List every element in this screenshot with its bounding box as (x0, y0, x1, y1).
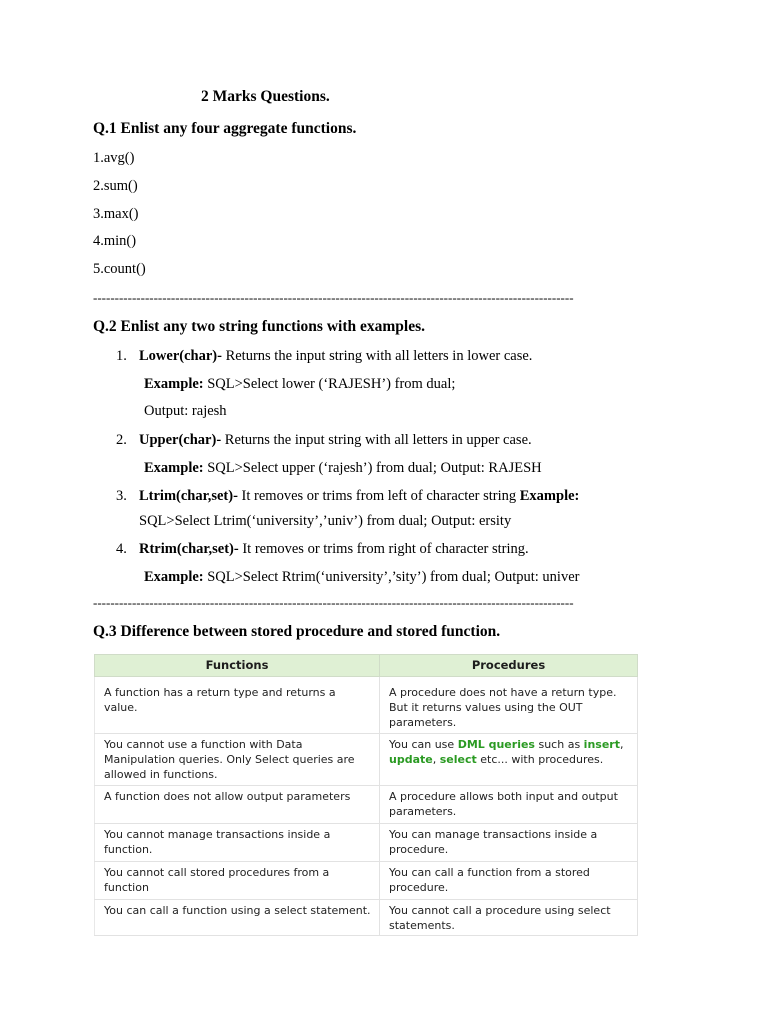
list-number: 1. (116, 348, 127, 364)
example-text: SQL>Select Rtrim(‘university’,’sity’) from dual; Output: univer (203, 569, 580, 585)
q3-title: Q.3 Difference between stored procedure and stored function. (93, 623, 501, 640)
string-function-item (139, 432, 532, 449)
column-header-procedures: Procedures (380, 655, 638, 677)
example-text: SQL>Select upper (‘rajesh’) from dual; Output: RAJESH (203, 460, 542, 476)
example-label: Example: (144, 460, 204, 476)
example-label: Example: (519, 488, 580, 504)
q1-item: 5.count() (93, 261, 146, 277)
table-row (95, 734, 638, 786)
q1-item: 3.max() (93, 206, 139, 222)
table-cell: A procedure does not have a return type. But it returns values using the OUT parameters. (380, 677, 638, 734)
cell-text: , (432, 753, 440, 766)
table-cell: You can call a function from a stored procedure. (380, 862, 638, 900)
table-cell: You can call a function using a select statement. (95, 900, 380, 936)
table-row (95, 677, 638, 734)
table-cell (380, 734, 638, 786)
table-row (95, 786, 638, 824)
table-row (95, 824, 638, 862)
example-line (144, 460, 542, 477)
table-cell: You cannot manage transactions inside a function. (95, 824, 380, 862)
page-heading: 2 Marks Questions. (201, 88, 330, 105)
comparison-table (94, 654, 638, 936)
cell-text: You can use (389, 738, 458, 751)
string-function-item (139, 488, 579, 505)
q1-item: 4.min() (93, 233, 137, 249)
list-number: 2. (116, 432, 127, 448)
table-cell: You cannot call stored procedures from a function (95, 862, 380, 900)
q1-item: 1.avg() (93, 150, 135, 166)
function-name: Upper(char)- (139, 432, 222, 448)
function-name: Rtrim(char,set)- (139, 541, 239, 557)
function-desc: Returns the input string with all letters in lower case. (221, 348, 533, 364)
example-text: SQL>Select Ltrim(‘university’,’univ’) from dual; Output: ersity (139, 513, 512, 529)
function-desc: Returns the input string with all letters in upper case. (221, 432, 532, 448)
table-cell: A function does not allow output parameters (95, 786, 380, 824)
example-line (144, 569, 579, 586)
cell-text: etc... with procedures. (476, 753, 604, 766)
output-line: Output: rajesh (144, 403, 227, 419)
example-label: Example: (144, 569, 204, 585)
keyword: insert (583, 738, 620, 751)
separator-line: --------------------------------------------------------------------------------------------------------------- (93, 290, 574, 305)
function-name: Lower(char)- (139, 348, 222, 364)
string-function-item (139, 348, 532, 365)
q1-item: 2.sum() (93, 178, 138, 194)
cell-text: such as (534, 738, 584, 751)
table-cell: A function has a return type and returns a value. (95, 677, 380, 734)
table-cell: A procedure allows both input and output parameters. (380, 786, 638, 824)
q2-title: Q.2 Enlist any two string functions with examples. (93, 318, 425, 335)
table-cell: You can manage transactions inside a procedure. (380, 824, 638, 862)
table-row (95, 900, 638, 936)
table-row (95, 862, 638, 900)
table-cell: You cannot call a procedure using select statements. (380, 900, 638, 936)
function-name: Ltrim(char,set)- (139, 488, 238, 504)
keyword: select (439, 753, 477, 766)
example-label: Example: (144, 376, 204, 392)
separator-line: --------------------------------------------------------------------------------------------------------------- (93, 595, 574, 610)
table-cell: You cannot use a function with Data Manipulation queries. Only Select queries are allowed in functions. (95, 734, 380, 786)
table-header-row (95, 655, 638, 677)
string-function-item (139, 541, 529, 558)
list-number: 3. (116, 488, 127, 504)
list-number: 4. (116, 541, 127, 557)
keyword: DML queries (457, 738, 535, 751)
cell-text: , (619, 738, 624, 751)
q1-title: Q.1 Enlist any four aggregate functions. (93, 120, 357, 137)
example-line (144, 376, 455, 393)
example-text: SQL>Select lower (‘RAJESH’) from dual; (203, 376, 456, 392)
column-header-functions: Functions (95, 655, 380, 677)
keyword: update (389, 753, 433, 766)
function-desc: It removes or trims from left of character string (237, 488, 520, 504)
function-desc: It removes or trims from right of character string. (238, 541, 529, 557)
